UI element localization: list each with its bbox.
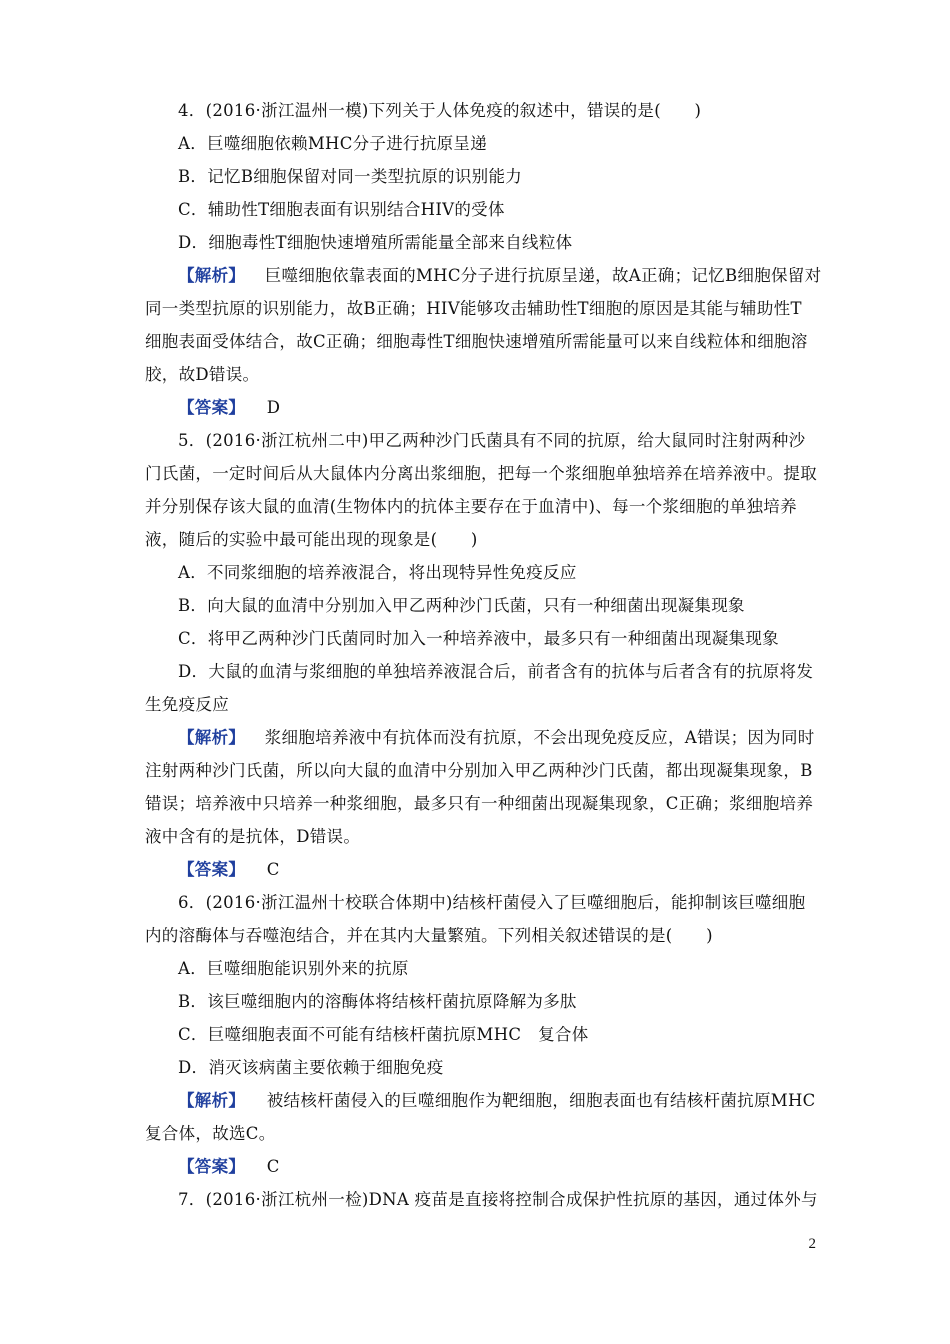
q7-stem-line: 7．(2016·浙江杭州一检)DNA 疫苗是直接将控制合成保护性抗原的基因，通过体外与 — [178, 1190, 818, 1209]
q6-stem-line: 内的溶酶体与吞噬泡结合，并在其内大量繁殖。下列相关叙述错误的是( ) — [145, 926, 713, 945]
q6-analysis-text: 复合体，故选C。 — [145, 1124, 276, 1143]
q5-analysis-text: 浆细胞培养液中有抗体而没有抗原，不会出现免疫反应，A错误；因为同时 — [264, 728, 815, 747]
analysis-label: 【解析】 — [178, 1091, 246, 1110]
q5-stem-line: 液，随后的实验中最可能出现的现象是( ) — [145, 530, 478, 549]
q5-answer-line — [178, 859, 848, 881]
q4-option-b: B．记忆B细胞保留对同一类型抗原的识别能力 — [178, 167, 523, 186]
q5-option-a: A．不同浆细胞的培养液混合，将出现特异性免疫反应 — [178, 563, 577, 582]
q5-stem-line: 并分别保存该大鼠的血清(生物体内的抗体主要存在于血清中)、每一个浆细胞的单独培养 — [145, 497, 797, 516]
q6-option-c: C．巨噬细胞表面不可能有结核杆菌抗原MHC 复合体 — [178, 1025, 589, 1044]
q5-analysis-line — [178, 727, 848, 749]
q6-option-d: D．消灭该病菌主要依赖于细胞免疫 — [178, 1058, 444, 1077]
page-number: 2 — [808, 1236, 816, 1252]
q4-option-d: D．细胞毒性T细胞快速增殖所需能量全部来自线粒体 — [178, 233, 573, 252]
answer-label: 【答案】 — [178, 860, 246, 879]
q6-analysis-text: 被结核杆菌侵入的巨噬细胞作为靶细胞，细胞表面也有结核杆菌抗原MHC — [266, 1091, 816, 1110]
q6-answer-line — [178, 1156, 848, 1178]
q5-stem-line: 门氏菌，一定时间后从大鼠体内分离出浆细胞，把每一个浆细胞单独培养在培养液中。提取 — [145, 464, 817, 483]
q4-stem-line: 4．(2016·浙江温州一模)下列关于人体免疫的叙述中，错误的是( ) — [178, 101, 702, 120]
analysis-label: 【解析】 — [178, 728, 246, 747]
q5-option-d-cont: 生免疫反应 — [145, 695, 229, 714]
q6-analysis-line — [178, 1090, 848, 1112]
q5-analysis-text: 错误；培养液中只培养一种浆细胞，最多只有一种细菌出现凝集现象，C正确；浆细胞培养 — [145, 794, 814, 813]
q4-answer-line — [178, 397, 848, 419]
q4-option-c: C．辅助性T细胞表面有识别结合HIV的受体 — [178, 200, 505, 219]
q6-option-b: B．该巨噬细胞内的溶酶体将结核杆菌抗原降解为多肽 — [178, 992, 577, 1011]
q5-option-c: C．将甲乙两种沙门氏菌同时加入一种培养液中，最多只有一种细菌出现凝集现象 — [178, 629, 779, 648]
q5-stem-line: 5．(2016·浙江杭州二中)甲乙两种沙门氏菌具有不同的抗原，给大鼠同时注射两种沙 — [178, 431, 806, 450]
q4-option-a: A．巨噬细胞依赖MHC分子进行抗原呈递 — [178, 134, 488, 153]
q4-analysis-text: 巨噬细胞依靠表面的MHC分子进行抗原呈递，故A正确；记忆B细胞保留对 — [264, 266, 822, 285]
answer-label: 【答案】 — [178, 398, 246, 417]
answer-label: 【答案】 — [178, 1157, 246, 1176]
q5-option-b: B．向大鼠的血清中分别加入甲乙两种沙门氏菌，只有一种细菌出现凝集现象 — [178, 596, 745, 615]
q4-analysis-text: 细胞表面受体结合，故C正确；细胞毒性T细胞快速增殖所需能量可以来自线粒体和细胞溶 — [145, 332, 808, 351]
q4-analysis-text: 同一类型抗原的识别能力，故B正确；HIV能够攻击辅助性T细胞的原因是其能与辅助性T — [145, 299, 802, 318]
q6-stem-line: 6．(2016·浙江温州十校联合体期中)结核杆菌侵入了巨噬细胞后，能抑制该巨噬细胞 — [178, 893, 806, 912]
q5-analysis-text: 液中含有的是抗体，D错误。 — [145, 827, 361, 846]
q4-analysis-line — [178, 265, 848, 287]
q4-analysis-text: 胶，故D错误。 — [145, 365, 260, 384]
q6-answer-value: C — [266, 1157, 280, 1176]
q5-analysis-text: 注射两种沙门氏菌，所以向大鼠的血清中分别加入甲乙两种沙门氏菌，都出现凝集现象，B — [145, 761, 813, 780]
analysis-label: 【解析】 — [178, 266, 246, 285]
q6-option-a: A．巨噬细胞能识别外来的抗原 — [178, 959, 409, 978]
q5-answer-value: C — [266, 860, 280, 879]
q5-option-d: D．大鼠的血清与浆细胞的单独培养液混合后，前者含有的抗体与后者含有的抗原将发 — [178, 662, 814, 681]
q4-answer-value: D — [266, 398, 281, 417]
